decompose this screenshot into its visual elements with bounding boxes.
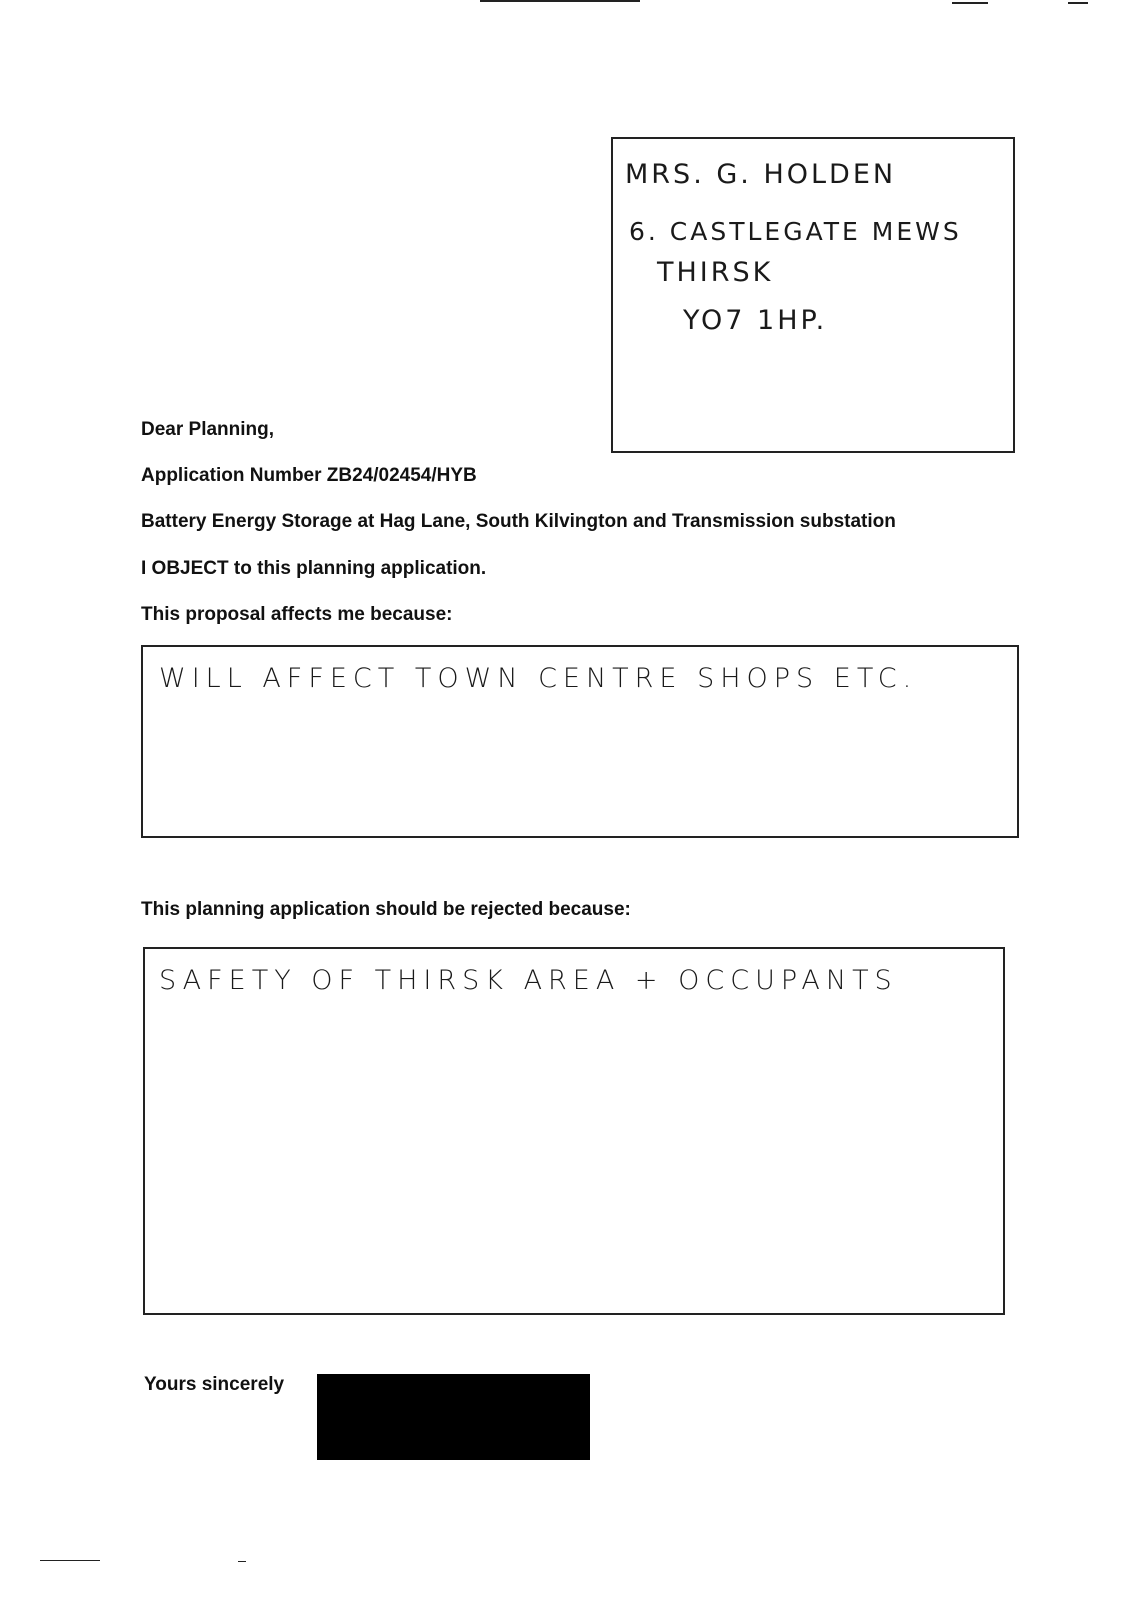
rejected-prompt: This planning application should be rejected because: bbox=[141, 899, 631, 920]
address-line-name: MRS. G. HOLDEN bbox=[625, 159, 897, 190]
salutation: Dear Planning, bbox=[141, 419, 275, 440]
scan-mark-top-far-right bbox=[1068, 2, 1088, 4]
scan-mark-bottom-mid bbox=[238, 1561, 246, 1562]
rejected-answer-text: SAFETY OF THIRSK AREA + OCCUPANTS bbox=[159, 965, 898, 996]
affects-answer-text: WILL AFFECT TOWN CENTRE SHOPS ETC. bbox=[159, 663, 918, 694]
closing: Yours sincerely bbox=[144, 1374, 285, 1395]
scan-mark-top bbox=[480, 0, 640, 2]
affects-answer-box bbox=[141, 645, 1019, 838]
address-line-town: THIRSK bbox=[657, 257, 774, 288]
application-subject: Battery Energy Storage at Hag Lane, South Kilvington and Transmission substation bbox=[141, 511, 896, 532]
scan-mark-bottom-left bbox=[40, 1560, 100, 1561]
address-box bbox=[611, 137, 1015, 453]
affects-prompt: This proposal affects me because: bbox=[141, 604, 453, 625]
rejected-answer-box bbox=[143, 947, 1005, 1315]
address-line-postcode: YO7 1HP. bbox=[683, 305, 828, 336]
address-line-street: 6. CASTLEGATE MEWS bbox=[629, 217, 962, 246]
objection-statement: I OBJECT to this planning application. bbox=[141, 558, 487, 579]
signature-redaction bbox=[317, 1374, 590, 1460]
scan-mark-top-right bbox=[952, 2, 988, 4]
application-number: Application Number ZB24/02454/HYB bbox=[141, 465, 477, 486]
